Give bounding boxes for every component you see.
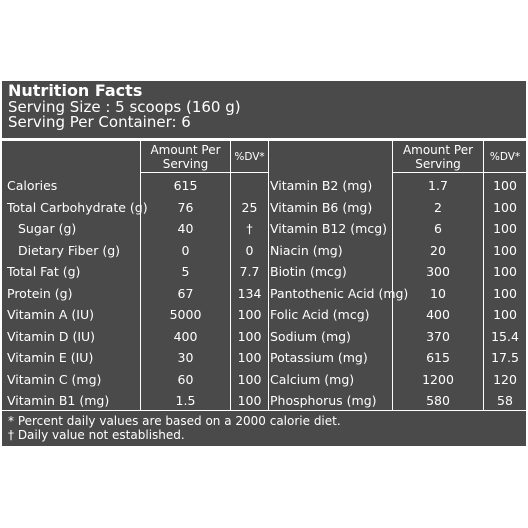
nutrient-name: Vitamin E (IU) — [7, 350, 94, 365]
nutrient-amount: 60 — [177, 371, 194, 387]
nutrient-amount: 10 — [430, 285, 446, 301]
nutrient-amount: 580 — [426, 393, 450, 408]
nutrition-header — [8, 82, 241, 130]
nutrient-amount: 300 — [426, 264, 450, 279]
nutrient-dv: 134 — [237, 285, 262, 301]
nutrient-name: Potassium (mg) — [270, 350, 368, 365]
left-amount-header: Amount Per Serving — [150, 143, 221, 171]
nutrient-amount: 20 — [430, 242, 446, 258]
column-header-rule-left — [140, 172, 268, 173]
nutrient-dv: 100 — [493, 242, 517, 258]
nutrient-name: Total Carbohydrate (g) — [7, 199, 148, 215]
nutrient-name: Biotin (mcg) — [270, 264, 347, 279]
nutrient-name: Phosphorus (mg) — [270, 393, 377, 408]
nutrient-dv: 100 — [237, 393, 262, 408]
nutrient-name: Sodium (mg) — [270, 328, 351, 344]
nutrient-name: Calcium (mg) — [270, 371, 355, 387]
nutrient-dv: 100 — [237, 328, 262, 344]
header-divider — [2, 138, 526, 141]
servings-per-container: Serving Per Container: 6 — [8, 113, 191, 131]
nutrient-amount: 0 — [181, 242, 190, 258]
nutrient-name: Total Fat (g) — [7, 264, 81, 279]
nutrient-dv: † — [246, 221, 253, 236]
nutrient-name: Protein (g) — [7, 285, 73, 301]
nutrient-amount: 6 — [434, 221, 442, 236]
nutrient-amount: 615 — [173, 178, 198, 193]
nutrient-dv: 100 — [493, 178, 517, 193]
nutrient-amount: 40 — [177, 221, 194, 236]
nutrient-amount: 5000 — [169, 307, 202, 322]
nutrition-facts-panel — [2, 81, 526, 446]
nutrient-name: Vitamin B12 (mcg) — [270, 221, 388, 236]
nutrient-dv: 120 — [493, 371, 517, 387]
footnote-dagger: † Daily value not established. — [8, 428, 185, 442]
nutrient-dv: 100 — [493, 285, 517, 301]
nutrient-amount: 1200 — [422, 371, 454, 387]
nutrient-dv: 100 — [493, 221, 517, 236]
right-dv-header: %DV* — [489, 151, 521, 163]
nutrient-name: Folic Acid (mcg) — [270, 307, 370, 322]
panel-title: Nutrition Facts — [8, 81, 143, 100]
nutrient-name: Vitamin B1 (mg) — [7, 393, 110, 408]
nutrient-name: Vitamin C (mg) — [7, 371, 102, 387]
nutrient-dv: 100 — [493, 264, 517, 279]
left-dv-header: %DV* — [234, 151, 265, 163]
nutrient-amount: 67 — [177, 285, 194, 301]
nutrient-dv: 58 — [497, 393, 513, 408]
right-amount-header: Amount Per Serving — [402, 143, 474, 171]
nutrient-dv: 100 — [237, 350, 262, 365]
nutrient-dv: 0 — [245, 242, 254, 258]
nutrient-amount: 2 — [434, 199, 442, 215]
nutrient-amount: 1.7 — [428, 178, 448, 193]
nutrient-name: Dietary Fiber (g) — [18, 242, 121, 258]
nutrient-amount: 400 — [426, 307, 450, 322]
nutrient-dv: 7.7 — [239, 264, 260, 279]
nutrient-dv: 17.5 — [491, 350, 519, 365]
nutrient-name: Calories — [7, 178, 58, 193]
column-header-rule-right — [392, 172, 526, 173]
nutrient-name: Sugar (g) — [18, 221, 77, 236]
nutrient-amount: 370 — [426, 328, 450, 344]
col-divider — [268, 141, 269, 410]
nutrient-name: Niacin (mg) — [270, 242, 343, 258]
nutrient-dv: 100 — [237, 371, 262, 387]
nutrient-dv: 100 — [493, 307, 517, 322]
nutrient-amount: 615 — [426, 350, 450, 365]
nutrient-dv: 100 — [237, 307, 262, 322]
nutrient-dv: 15.4 — [491, 328, 519, 344]
nutrient-name: Pantothenic Acid (mg) — [270, 285, 409, 301]
nutrient-amount: 5 — [181, 264, 190, 279]
nutrient-dv: 100 — [493, 199, 517, 215]
nutrient-amount: 400 — [173, 328, 198, 344]
nutrient-dv: 25 — [241, 199, 258, 215]
nutrient-amount: 76 — [177, 199, 194, 215]
nutrient-name: Vitamin B6 (mg) — [270, 199, 373, 215]
footnotes — [8, 414, 341, 442]
nutrient-name: Vitamin D (IU) — [7, 328, 96, 344]
nutrient-name: Vitamin B2 (mg) — [270, 178, 373, 193]
footnote-dv: * Percent daily values are based on a 2000 calorie diet. — [8, 414, 341, 428]
serving-size: Serving Size : 5 scoops (160 g) — [8, 98, 241, 116]
nutrient-amount: 30 — [177, 350, 194, 365]
nutrient-name: Vitamin A (IU) — [7, 307, 94, 322]
nutrient-amount: 1.5 — [175, 393, 196, 408]
